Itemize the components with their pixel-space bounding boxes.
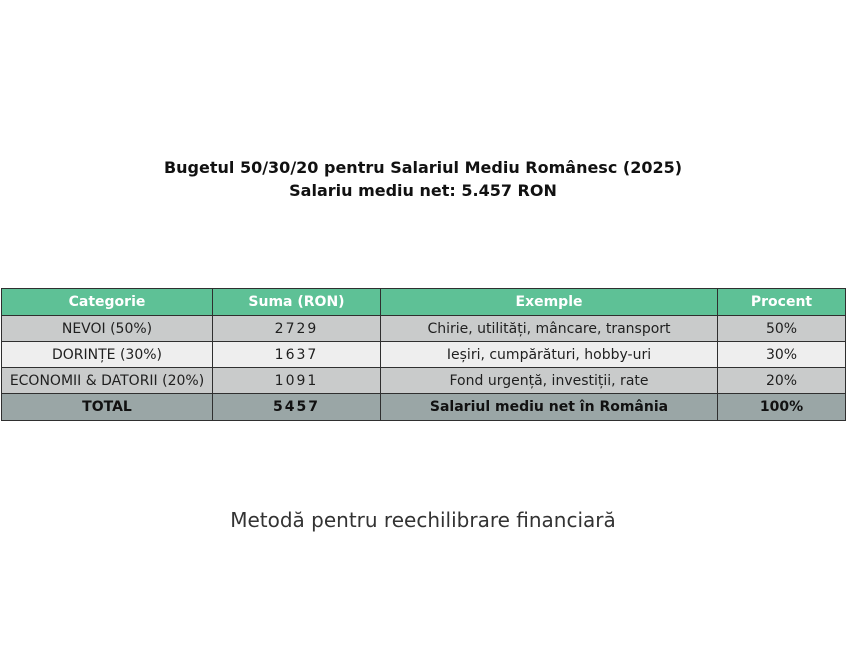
cell-examples: Chirie, utilități, mâncare, transport	[381, 316, 718, 342]
cell-amount: 1091	[213, 368, 381, 394]
header-exemple: Exemple	[381, 289, 718, 316]
footer-caption: Metodă pentru reechilibrare financiară	[230, 508, 616, 532]
total-label: TOTAL	[2, 394, 213, 421]
table-total-row	[2, 394, 846, 421]
cell-category: NEVOI (50%)	[2, 316, 213, 342]
header-categorie: Categorie	[2, 289, 213, 316]
title-line-2: Salariu mediu net: 5.457 RON	[289, 181, 557, 200]
cell-category: DORINȚE (30%)	[2, 342, 213, 368]
cell-percent: 20%	[718, 368, 846, 394]
cell-category: ECONOMII & DATORII (20%)	[2, 368, 213, 394]
cell-examples: Fond urgență, investiții, rate	[381, 368, 718, 394]
cell-percent: 50%	[718, 316, 846, 342]
table-row	[2, 368, 846, 394]
cell-examples: Ieșiri, cumpărături, hobby-uri	[381, 342, 718, 368]
table-row	[2, 342, 846, 368]
table-header-row	[2, 289, 846, 316]
total-percent: 100%	[718, 394, 846, 421]
cell-amount: 2729	[213, 316, 381, 342]
header-suma: Suma (RON)	[213, 289, 381, 316]
cell-percent: 30%	[718, 342, 846, 368]
title-line-1: Bugetul 50/30/20 pentru Salariul Mediu Românesc (2025)	[163, 158, 683, 177]
budget-table	[1, 288, 846, 421]
page-title	[0, 156, 846, 202]
total-amount: 5457	[213, 394, 381, 421]
cell-amount: 1637	[213, 342, 381, 368]
total-description: Salariul mediu net în România	[381, 394, 718, 421]
header-procent: Procent	[718, 289, 846, 316]
table-row	[2, 316, 846, 342]
